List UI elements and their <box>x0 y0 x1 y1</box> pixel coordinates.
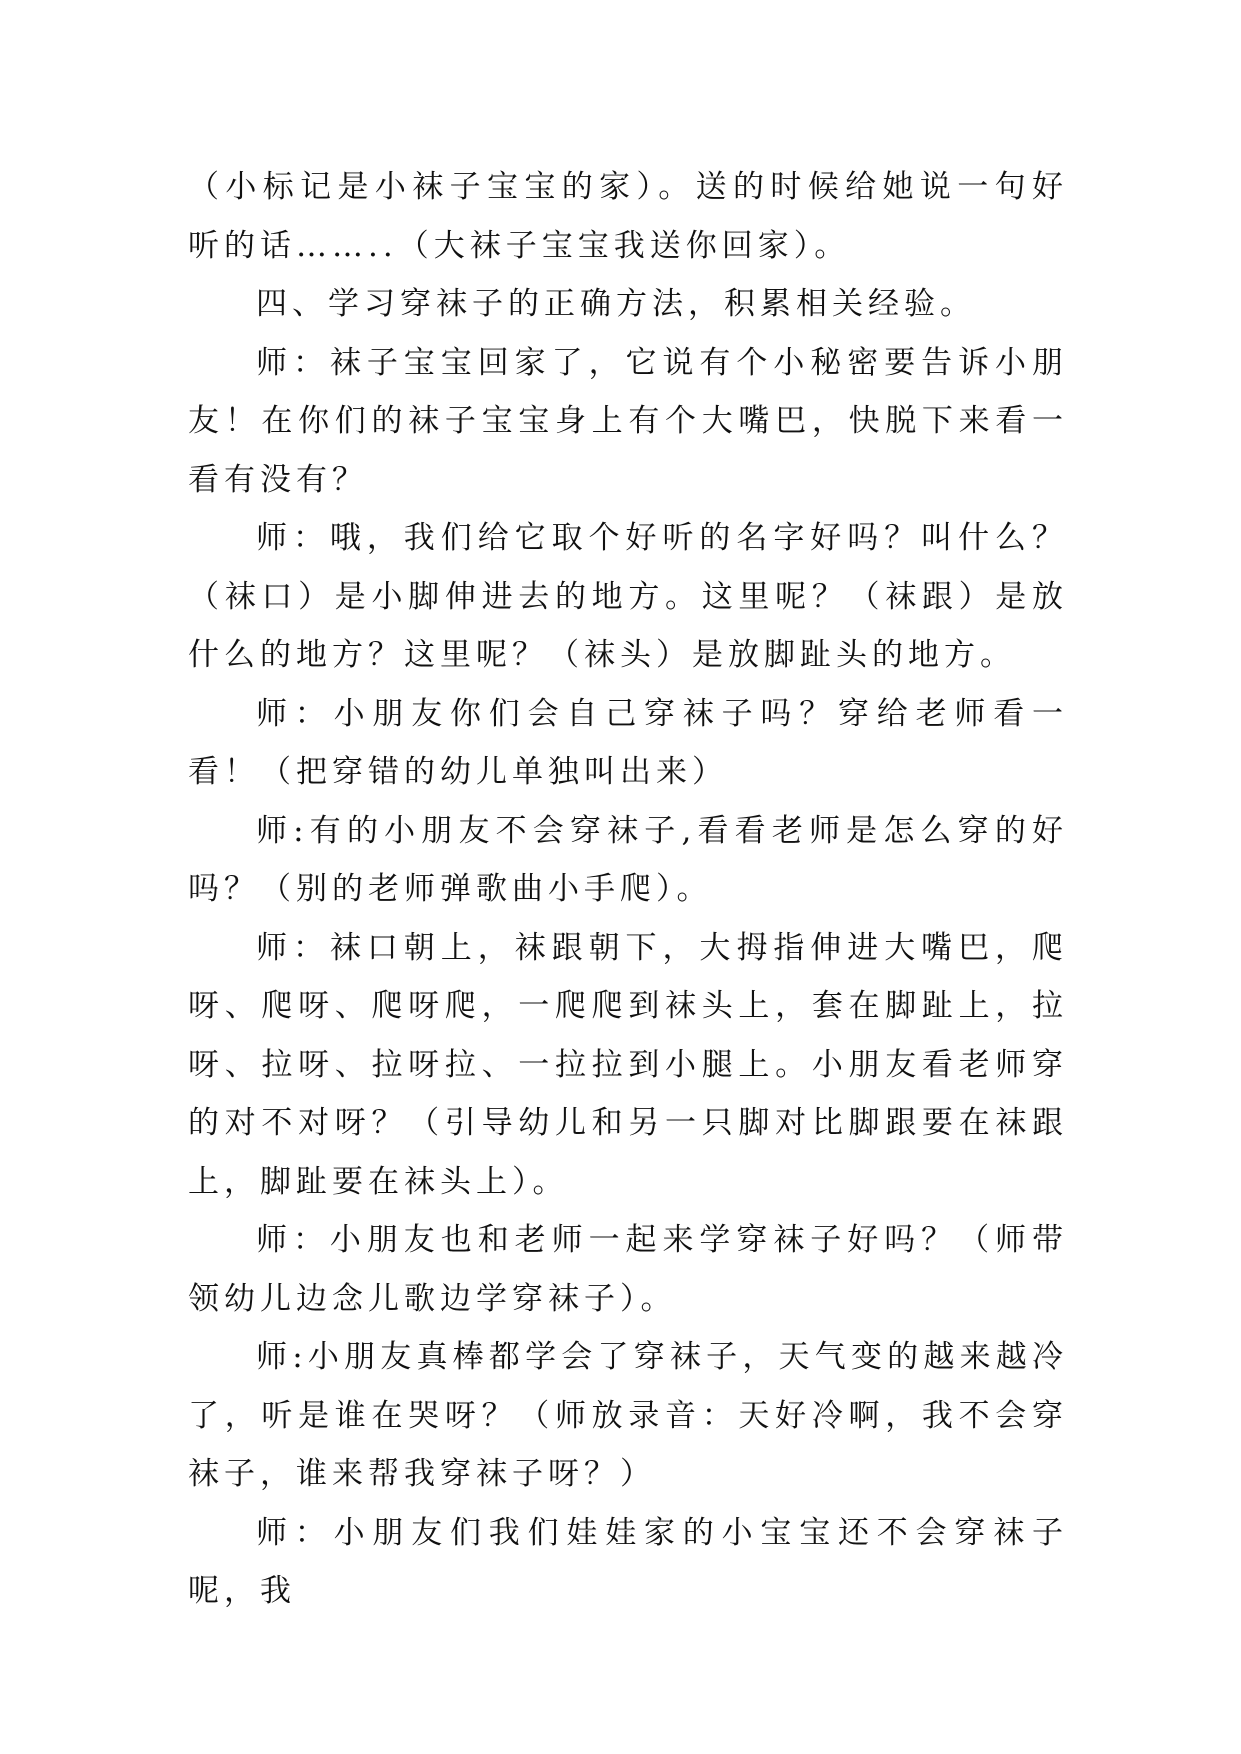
paragraph-2: 四、学习穿袜子的正确方法，积累相关经验。 <box>256 286 976 322</box>
paragraph-1: （小标记是小袜子宝宝的家）。送的时候给她说一句好听的话……..（大袜子宝宝我送你回家）。 <box>188 169 1068 264</box>
paragraph-4: 师：哦，我们给它取个好听的名字好吗？叫什么？（袜口）是小脚伸进去的地方。这里呢？（袜跟）是放什么的地方？这里呢？（袜头）是放脚趾头的地方。 <box>188 520 1068 673</box>
paragraph-7: 师：袜口朝上，袜跟朝下，大拇指伸进大嘴巴，爬呀、爬呀、爬呀爬，一爬爬到袜头上，套在脚趾上，拉呀、拉呀、拉呀拉、一拉拉到小腿上。小朋友看老师穿的对不对呀？（引导幼儿和另一只脚对比脚跟要在袜跟上，脚趾要在袜头上）。 <box>188 929 1068 1200</box>
paragraph-3: 师：袜子宝宝回家了，它说有个小秘密要告诉小朋友！在你们的袜子宝宝身上有个大嘴巴，快脱下来看一看有没有？ <box>188 344 1068 498</box>
paragraph-8: 师：小朋友也和老师一起来学穿袜子好吗？（师带领幼儿边念儿歌边学穿袜子）。 <box>188 1222 1068 1317</box>
document-body <box>188 158 1068 1621</box>
paragraph-10: 师：小朋友们我们娃娃家的小宝宝还不会穿袜子呢，我 <box>188 1514 1068 1609</box>
paragraph-5: 师：小朋友你们会自己穿袜子吗？穿给老师看一看！（把穿错的幼儿单独叫出来） <box>188 695 1068 790</box>
paragraph-6: 师:有的小朋友不会穿袜子,看看老师是怎么穿的好吗？（别的老师弹歌曲小手爬）。 <box>188 812 1068 907</box>
paragraph-9: 师:小朋友真棒都学会了穿袜子，天气变的越来越冷了，听是谁在哭呀？（师放录音：天好冷啊，我不会穿袜子，谁来帮我穿袜子呀？） <box>188 1339 1068 1492</box>
